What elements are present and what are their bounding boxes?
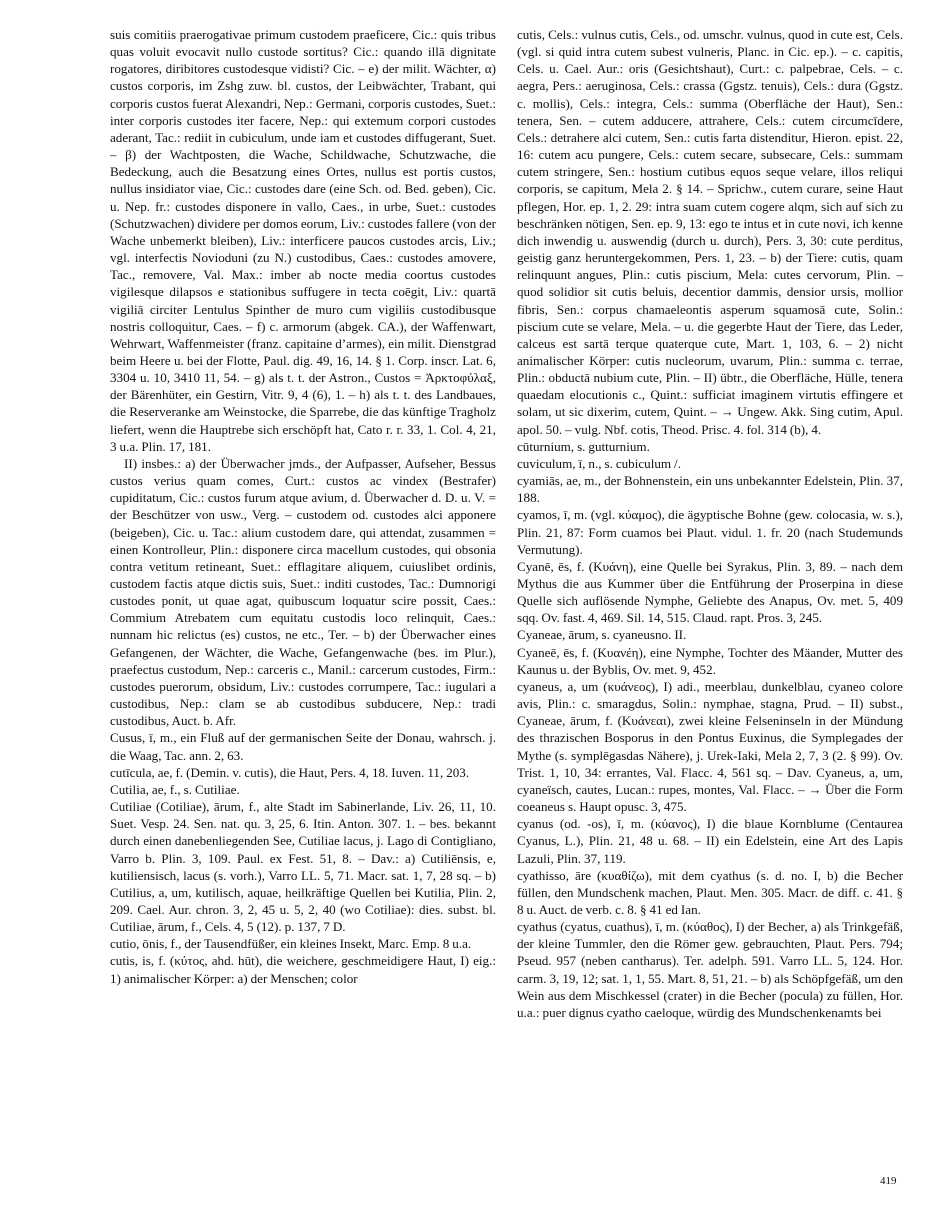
dictionary-entry: cyathisso, āre (κυαθίζω), mit dem cyathus (s. d. no. I, b) die Becher füllen, den Mundschenk machen, Plaut. Men. 305. Macr. de diff. c. 41. § 8 u. Auct. de verb. c. 8. § 41 ed Ian.: [517, 867, 903, 917]
dictionary-entry: cutis, Cels.: vulnus cutis, Cels., od. umschr. vulnus, quod in cute est, Cels. (vgl. si quid intra cutem subest vulneris, Planc. in Cic. ep.). – c. capitis, Cels. u. Cael. Aur.: oris (Gesichtshaut), Curt.: c. palpebrae, Cels. – c. aegra, Pers.: aeruginosa, Cels.: crassa (Ggstz. tenuis), Cels.: dura (Ggstz. c. mollis), Cels.: integra, Cels.: summa (Oberfläche der Haut), Sen.: tenera, Sen. – cutem adducere, attrahere, Cels.: cutem circumcīdere, Cels.: detrahere alci cutem, Sen.: cutis farta distenditur, Hieron. epist. 22, 16: cutem acu pungere, Cels.: cutem secare, subsecare, Cels.: summam cutem stringere, Sen.: hostium cutibus equos seque velare, illos reliqui corporis, se capitum, Mela 2. § 14. – Sprichw., cutem curare, seine Haut pflegen, Hor. ep. 1, 2. 29: intra suam cutem cogere alqm, sich auf sich zu beschränken nötigen, Sen. ep. 9, 13: ego te intus et in cute novi, ich kenne dich inwendig u. auswendig (durch u. durch), Pers. 3, 30: cute perditus, geistig ganz heruntergekommen, Pers. 1, 23. – b) der Tiere: cutis, quam relinquunt angues, Plin.: cutis piscium, Mela: cutes cervorum, Plin. – quod solidior sit cutis beluis, decentior dammis, densior ursis, mollior fibris, Sen.: corpus chamaeleontis asperum squamosā cute, Solin.: piscium cute se velare, Mela. – u. die gegerbte Haut der Tiere, das Leder, calceus est sartā terque quaterque cute, Mart. 1, 103, 6. – 2) nicht animalischer Körper: cutis nucleorum, uvarum, Plin.: summa c. terrae, Plin.: obductā nubium cute, Plin. – II) übtr., die Oberfläche, Hülle, tenera quaedam elocutionis c., Quint.: sufficiat imaginem virtutis effingere et solam, ut sic dixerim, cutem, Quint. – → Ungew. Akk. Sing cutim, Apul. apol. 50. – vulg. Nbf. cotis, Theod. Prisc. 4. fol. 314 (b), 4.: [517, 27, 903, 437]
dictionary-entry: Cutilia, ae, f., s. Cutiliae.: [110, 781, 240, 797]
dictionary-entry: suis comitiis praerogativae primum custodem praeficere, Cic.: quis tribus quas voluit evocavit nullo custode sortitus? Cic.: quando illā dignitate rogatores, diribitores custodesque vidisti? Cic. – e) der milit. Wächter, α) custos corporis, im Zshg zuw. bl. custos, der Leibwächter, Trabant, qui corporis custos fuerat Alexandri, Nep.: Germani, corporis custodes, Suet.: inter corporis custodes iter facere, Nep.: qui extemum corpori custodes aderant, Tac.: rediit in cubiculum, unde iam et custodes diffugerant, Suet. – β) der Wachtposten, die Wache, Schildwache, Schutzwache, die Bedeckung, auch die Besatzung eines Ortes, nullus est portis custos, nullus insidiator viae, Cic.: custodes dare (eine Sch. od. Bed. geben), Cic. u. Nep. fr.: custodes disponere in vallo, Caes., in urbe, Suet.: custodes (Schutzwachen) dividere per domos eorum, Liv.: custodes fallere (von der Wache unbemerkt bleiben), Liv.: interficere paucos custodes arcis, Liv.; vgl. interfectis Novioduni (zu N.) custodibus, Caes.: custodes amovere, Tac., removere, Val. Max.: imber ab nocte media coortus custodes vigilesque dilapsos e stationibus suffugere in tecta coēgit, Liv.: quartā vigiliā circiter Lentulus Spinther de muro cum vigiliis custodibusque nostris colloquitur, Caes. – f) c. armorum (abgek. CA.), der Waffenwart, Wehrwart, Waffenmeister (franz. capitaine d’armes), ein milit. Dienstgrad beim Heere u. bei der Flotte, Paul. dig. 49, 16, 14. § 1. Corp. inscr. Lat. 6, 3304 u. 10, 3410 11, 54. – g) als t. t. der Astron., Custos = Ἀρκτοφύλαξ, der Bärenhüter, ein Gestirn, Vitr. 9, 4 (6), 1. – h) als t. t. des Landbaues, die Reserveranke am Weinstocke, die Sparrebe, die das künftige Tragholz liefert, wenn die Hauptrebe sich erschöpft hat, Cato r. r. 33, 1. Col. 4, 21, 3 u.a. Plin. 17, 181.: [110, 27, 496, 454]
right-column: [517, 26, 903, 1021]
dictionary-entry: cutīcula, ae, f. (Demin. v. cutis), die Haut, Pers. 4, 18. Iuven. 11, 203.: [110, 764, 470, 780]
dictionary-entry: cyamos, ī, m. (vgl. κύαμος), die ägyptische Bohne (gew. colocasia, w. s.), Plin. 21, 87: Form cuamos bei Plaut. vidul. 1. fr. 20 (nach Studemunds Vermutung).: [517, 507, 903, 557]
dictionary-entry: cyathus (cyatus, cuathus), ī, m. (κύαθος), I) der Becher, a) als Trinkgefäß, der kleine Tummler, den die Römer gew. gebrauchten, Plaut. Pers. 794; Pseud. 957 (neben cantharus). Ter. adelph. 591. Varro LL. 5, 124. Hor. carm. 3, 19, 12; sat. 1, 1, 55. Mart. 8, 51, 21. – b) als Schöpfgefäß, um den Wein aus dem Mischkessel (crater) in die Becher (pocula) zu füllen, Hor. u.a.: puer dignus cyatho caeloque, würdig des Mundschenkenamts bei: [517, 919, 903, 1020]
left-column: [110, 26, 496, 987]
page-number: 419: [880, 1175, 897, 1187]
dictionary-entry: cyanus (od. -os), ī, m. (κύανος), I) die blaue Kornblume (Centaurea Cyanus, L.), Plin. 21, 48 u. 68. – II) ein Edelstein, eine Art des Lapis Lazuli, Plin. 37, 119.: [517, 816, 903, 866]
dictionary-entry: cuviculum, ī, n., s. cubiculum /.: [517, 455, 681, 471]
dictionary-entry: cutio, ōnis, f., der Tausendfüßer, ein kleines Insekt, Marc. Emp. 8 u.a.: [110, 936, 472, 952]
dictionary-entry: cūturnium, s. gutturnium.: [517, 438, 650, 454]
dictionary-entry: cutis, is, f. (κύτος, ahd. hūt), die weichere, geschmeidigere Haut, I) eig.: 1) animalischer Körper: a) der Menschen; color: [110, 953, 496, 986]
dictionary-entry: Cyaneae, ārum, s. cyaneusno. II.: [517, 627, 687, 643]
dictionary-entry: Cyaneē, ēs, f. (Κυανέη), eine Nymphe, Tochter des Mäander, Mutter des Kaunus u. der Byblis, Ov. met. 9, 452.: [517, 644, 903, 677]
dictionary-entry: cyaneus, a, um (κυάνεος), I) adi., meerblau, dunkelblau, cyaneo colore avis, Plin.: c. smaragdus, Solin.: nymphae, stagna, Prud. – II) subst., Cyaneae, ārum, f. (Κυάνεαι), zwei kleine Felseninseln in der Mündung des thrazischen Bosporus in den Pontus Euxinus, die Symplegades der Mythe (s. symplēgasdas Nähere), j. Urek-Iaki, Mela 2, 7, 3 (2. § 99). Ov. Trist. 1, 10, 34: errantes, Val. Flacc. 4, 561 sq. – Dav. Cyaneus, a, um, cyaneïsch, cautes, Lucan.: rupes, montes, Val. Flacc. – → Über die Form coeaneus s. Haupt opusc. 3, 475.: [517, 678, 903, 815]
dictionary-entry: Cyanē, ēs, f. (Κυάνη), eine Quelle bei Syrakus, Plin. 3, 89. – nach dem Mythus die aus Kummer über die Entführung der Proserpina in diese Quelle sich auflösende Nymphe, Geliebte des Anapus, Ov. met. 5, 409 sqq. Ov. fast. 4, 469. Sil. 14, 515. Claud. rapt. Pros. 3, 245.: [517, 558, 903, 626]
dictionary-entry: Cusus, ī, m., ein Fluß auf der germanischen Seite der Donau, wahrsch. j. die Waag, Tac. ann. 2, 63.: [110, 730, 496, 763]
dictionary-entry: II) insbes.: a) der Überwacher jmds., der Aufpasser, Aufseher, Bessus custos verius quam comes, Curt.: custos ac vindex (Bestrafer) cupiditatum, Cic.: custos furum atque avium, d. Überwacher d. D. u. V. = der Beschützer von usw., Verg. – custodem od. custodes alci apponere (beigeben), Cic. u. Tac.: alium custodem dare, qui attendat, zusammen = einen Kontrolleur, Plin.: disponere circa macellum custodes, qui obsonia contra vetitum retineant, Suet.: efflagitare aliquem, cuiuslibet ordinis, custodem factis atque dictis suis, Suet.: inditi custodes, Tac.: Dumnorigi custodes ponit, ut quae agat, quibuscum loquatur scire possit, Caes.: Commium Atrebatem cum equitatu custodis loco relinquit, Caes.: nunnam hic relictus (es) custos, ne etc., Ter. – b) der Überwacher eines Gefangenen, der Wächter, die Wache, Gefangenwache (bes. im Plur.), praefectus custodum, Nep.: carceris c., Manil.: carcerum custodes, Firm.: custodes puerorum, obsidum, Liv.: custodes corrumpere, Tac.: iugulari a custodibus, Nep.: clam se ab custodibus subducere, Nep.: tradi custodibus, Auct. b. Afr.: [110, 455, 496, 729]
dictionary-entry: cyamiās, ae, m., der Bohnenstein, ein uns unbekannter Edelstein, Plin. 37, 188.: [517, 473, 903, 506]
dictionary-entry: Cutiliae (Cotiliae), ārum, f., alte Stadt im Sabinerlande, Liv. 26, 11, 10. Suet. Vesp. 24. Sen. nat. qu. 3, 25, 6. Itin. Anton. 307. 1. – bes. bekannt durch einen danebenliegenden See, Cutiliae lacus, j. Lago di Contigliano, Varro b. Plin. 3, 109. Paul. ex Fest. 51, 8. – Dav.: a) Cutiliēnsis, e, kutiliensisch, lacus (s. vorh.), Varro LL. 5, 71. Macr. sat. 1, 7, 28 sq. – b) Cutilius, a, um, kutilisch, aquae, heilkräftige Quellen bei Kutilia, Plin. 2, 209. Cael. Aur. chron. 3, 2, 45 u. 5, 2, 40 (wo Cotiliae): dies. subst. bl. Cutiliae, ārum, f., Cels. 4, 5 (12). p. 137, 7 D.: [110, 799, 496, 935]
